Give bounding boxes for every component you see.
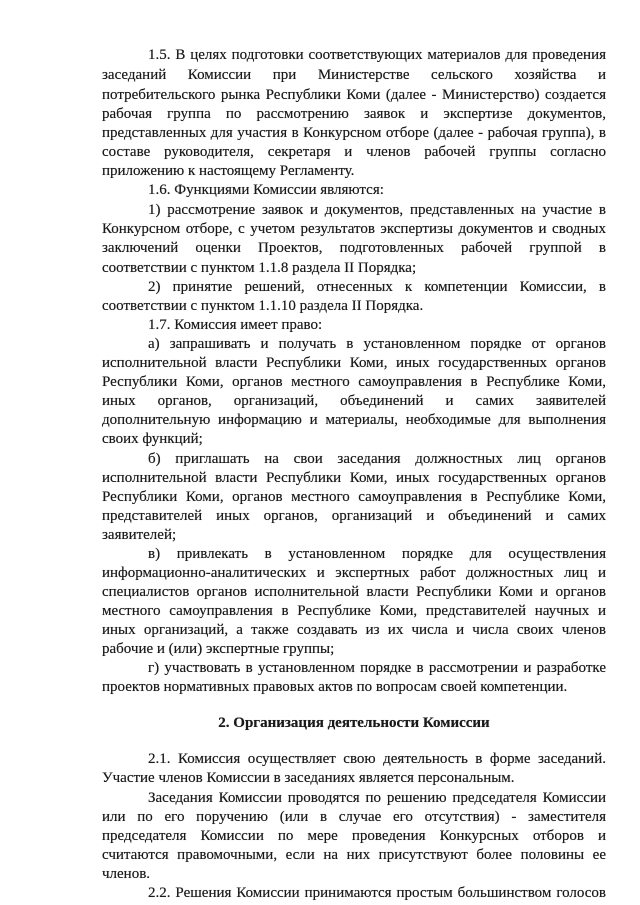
text-line: Заседания Комиссии проводятся по решению председателя Комиссии [148, 790, 606, 806]
text-line: б) приглашать на свои заседания должностных лиц органов [148, 451, 606, 467]
text-line: считаются правомочными, если на них присутствуют более половины ее [102, 847, 606, 863]
text-line: Конкурсном отборе, с учетом результатов экспертизы документов и сводных [102, 221, 606, 237]
text-line: 1.7. Комиссия имеет право: [148, 317, 323, 333]
text-line: иных органов, организаций, объединений и самих заявителей [102, 393, 606, 409]
text-line: председателя Комиссии по мере проведения Конкурсных отборов и [102, 828, 606, 844]
text-line: местного самоуправления в Республике Коми, представителей научных и [102, 603, 606, 619]
text-line: заявителей; [102, 527, 177, 543]
text-line: соответствии с пунктом 1.1.8 раздела II Порядка; [102, 260, 417, 276]
text-line: а) запрашивать и получать в установленном порядке от органов [148, 336, 606, 352]
text-line: рабочая группа по рассмотрению заявок и экспертизе документов, [102, 106, 606, 122]
text-line: составе руководителя, секретаря и членов рабочей группы согласно [102, 144, 606, 160]
text-line: исполнительной власти Республики Коми, иных государственных органов [102, 355, 606, 371]
text-line: иных организаций, а также создавать из их числа и числа своих членов [102, 622, 606, 638]
text-line: заключений оценки Проектов, подготовленных рабочей группой в [102, 240, 606, 256]
text-line: представителей иных органов, организаций и объединений и самих [102, 508, 606, 524]
text-line: исполнительной власти Республики Коми, иных государственных органов [102, 470, 606, 486]
text-line: своих функций; [102, 431, 203, 447]
text-line: Республики Коми, органов местного самоуправления в Республике Коми, [102, 374, 606, 390]
text-line: проектов нормативных правовых актов по вопросам своей компетенции. [102, 679, 568, 695]
text-line: г) участвовать в установленном порядке в рассмотрении и разработке [148, 660, 606, 676]
text-line: 1) рассмотрение заявок и документов, представленных на участие в [148, 202, 606, 218]
text-line: 1.6. Функциями Комиссии являются: [148, 182, 384, 198]
text-line: 1.5. В целях подготовки соответствующих материалов для проведения [148, 47, 606, 63]
text-line: членов. [102, 866, 151, 882]
text-line: или по его поручению (или в случае его отсутствия) - заместителя [102, 809, 606, 825]
text-line: заседаний Комиссии при Министерстве сельского хозяйства и [102, 67, 606, 83]
section-heading: 2. Организация деятельности Комиссии [218, 715, 490, 731]
text-line: соответствии с пунктом 1.1.10 раздела II Порядка. [102, 298, 424, 314]
text-line: 2) принятие решений, отнесенных к компетенции Комиссии, в [148, 279, 606, 295]
text-line: 2.1. Комиссия осуществляет свою деятельность в форме заседаний. [148, 751, 606, 767]
text-line: Участие членов Комиссии в заседаниях является персональным. [102, 770, 515, 786]
text-line: приложению к настоящему Регламенту. [102, 163, 355, 179]
text-line: рабочие и (или) экспертные группы; [102, 641, 335, 657]
text-line: в) привлекать в установленном порядке для осуществления [148, 546, 606, 562]
text-line: информационно-аналитических и экспертных работ должностных лиц и [102, 565, 606, 581]
text-line: 2.2. Решения Комиссии принимаются простым большинством голосов [148, 885, 606, 901]
text-line: представленных для участия в Конкурсном отборе (далее - рабочая группа), в [102, 125, 606, 141]
text-line: дополнительную информацию и материалы, необходимые для выполнения [102, 412, 606, 428]
text-line: специалистов органов исполнительной власти Республики Коми и органов [102, 584, 606, 600]
text-line: Республики Коми, органов местного самоуправления в Республике Коми, [102, 489, 606, 505]
text-line: потребительского рынка Республики Коми (далее - Министерство) создается [102, 87, 606, 103]
